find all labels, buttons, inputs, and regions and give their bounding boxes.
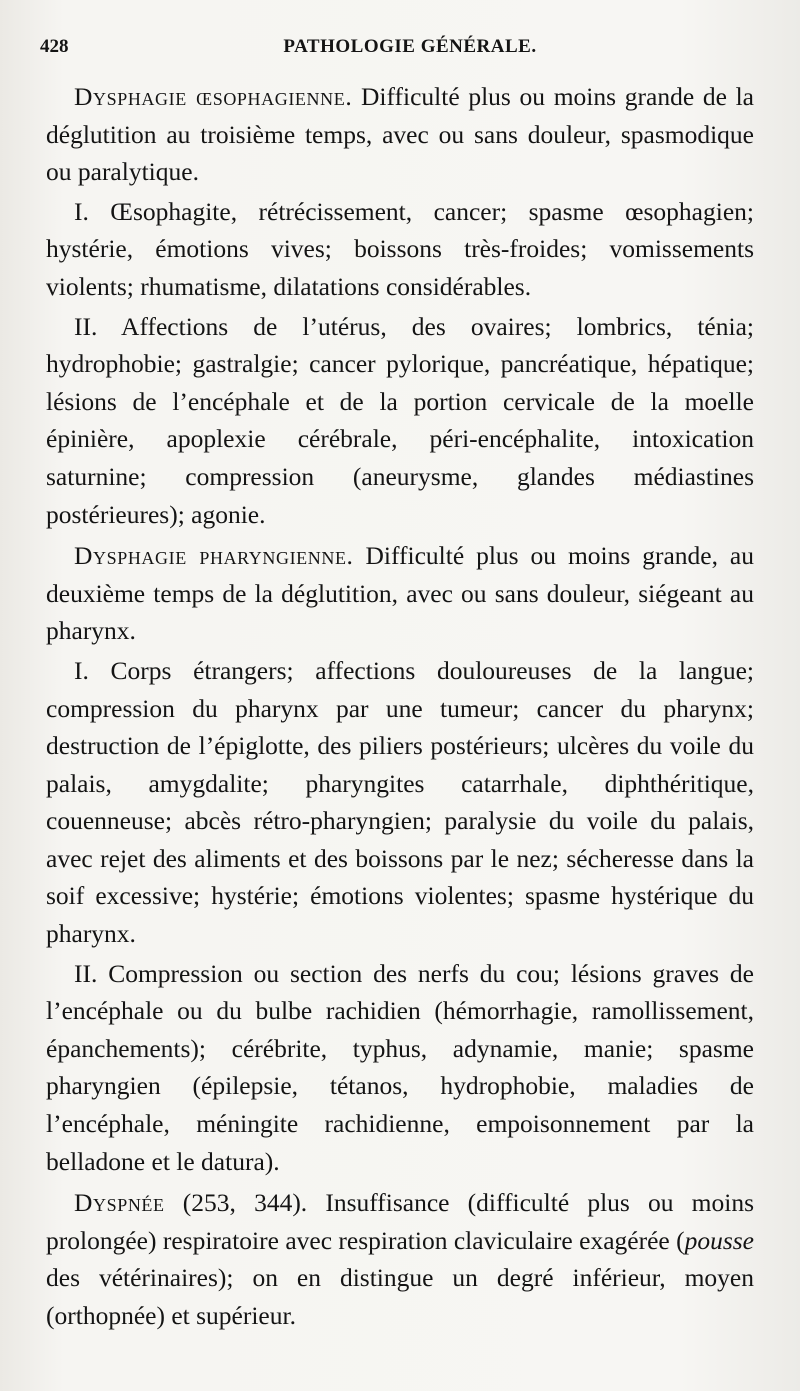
running-title: PATHOLOGIE GÉNÉRALE. [283,36,537,57]
entry-section [46,193,754,306]
entry-section [46,308,754,534]
entry-definition: Insuffisance (difficulté plus ou moins prolongée) respiratoire avec respiration claviculaire exagérée ( [46,1188,754,1255]
section-text: Corps étrangers; affections douloureuses de la langue; compression du pharynx par une tumeur; cancer du pharynx; destruction de l’épiglotte, des piliers postérieurs; ulcères du voile du palais, amygdalite; pharyngites catarrhale, diphthéritique, couenneuse; abcès rétro-pharyngien; paralysie du voile du palais, avec rejet des aliments et des boissons par le nez; sécheresse dans la soif excessive; hystérie; émotions violentes; spasme hystérique du pharynx. [46,655,754,949]
entry-term: Dyspnée [74,1188,165,1218]
entry-section [46,652,754,953]
section-text: Affections de l’utérus, des ovaires; lombrics, ténia; hydrophobie; gastralgie; cancer pylorique, pancréatique, hépatique; lésions de l’encéphale et de la portion cervicale de la moelle épinière, apoplexie cérébrale, péri-encéphalite, intoxication saturnine; compression (aneurysme, glandes médiastines postérieures); agonie. [46,311,754,529]
entry-dysphagie-oesophagienne [46,78,754,191]
section-label: I. [74,196,89,226]
section-text: Œsophagite, rétrécissement, cancer; spasme œsophagien; hystérie, émotions vives; boissons très-froides; vomissements violents; rhumatisme, dilatations considérables. [46,196,754,301]
entry-term: Dysphagie pharyngienne. [74,541,354,571]
entry-refs: (253, 344). [164,1188,308,1218]
entry-dyspnee [46,1184,754,1334]
entry-dysphagie-pharyngienne [46,537,754,650]
section-label: II. [74,311,98,341]
entry-section [46,955,754,1181]
entry-italic-term: pousse [684,1225,754,1255]
entry-term: Dysphagie œsophagienne. [74,82,353,111]
section-label: I. [74,655,89,685]
entry-definition: Difficulté plus ou moins grande de la déglutition au troisième temps, avec ou sans douleur, spasmodique ou paralytique. [46,82,754,187]
section-text: Compression ou section des nerfs du cou; lésions graves de l’encéphale ou du bulbe rachidien (hémorrhagie, ramollissement, épanchements); cérébrite, typhus, adynamie, manie; spasme pharyngien (épilepsie, tétanos, hydrophobie, maladies de l’encéphale, méningite rachidienne, empoisonnement par la belladone et le datura). [46,958,754,1176]
entry-definition: Difficulté plus ou moins grande, au deuxième temps de la déglutition, avec ou sans douleur, siégeant au pharynx. [46,541,754,646]
section-label: II. [74,958,98,988]
running-head [40,36,754,74]
text-body [46,78,754,1335]
page-number: 428 [40,36,69,57]
entry-definition-end: des vétérinaires); on en distingue un degré inférieur, moyen (orthopnée) et supérieur. [46,1263,754,1330]
